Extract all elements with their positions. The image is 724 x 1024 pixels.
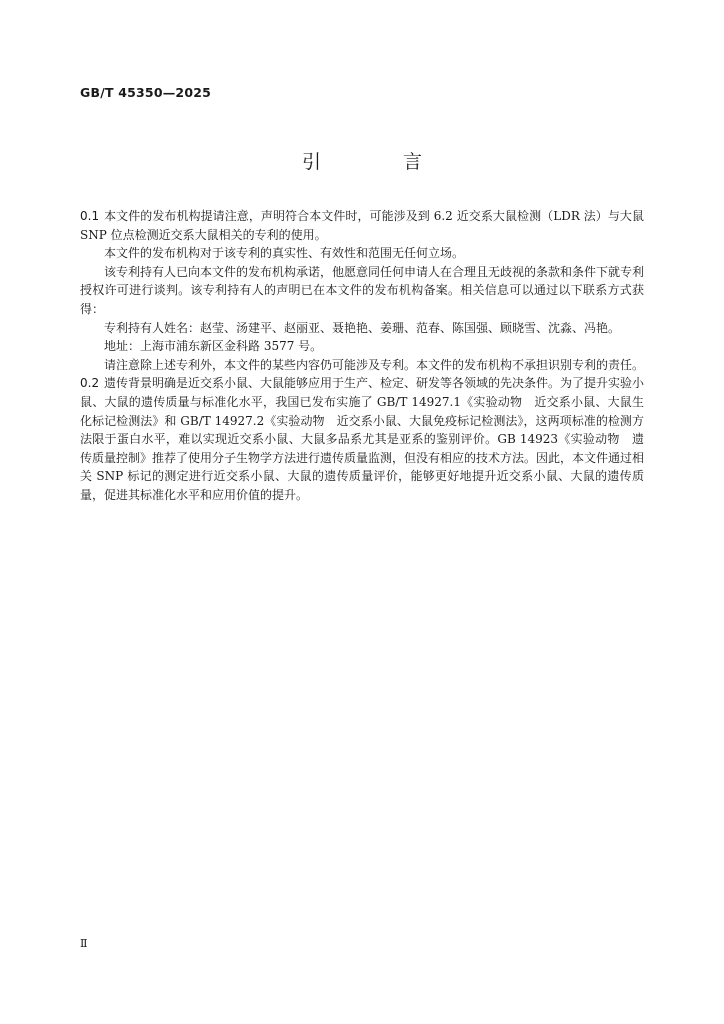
paragraph: 请注意除上述专利外，本文件的某些内容仍可能涉及专利。本文件的发布机构不承担识别专利的责任。 <box>104 357 645 372</box>
page-title: 引 言 <box>301 151 461 173</box>
paragraph: 专利持有人姓名：赵莹、汤建平、赵丽亚、聂艳艳、姜珊、范春、陈国强、顾晓雪、沈淼、冯艳。 <box>104 320 621 335</box>
clause-text: 本文件的发布机构提请注意，声明符合本文件时，可能涉及到 6.2 近交系大鼠检测（LDR 法）与大鼠 SNP 位点检测近交系大鼠相关的专利的使用。 <box>80 209 644 242</box>
paragraph: 地址：上海市浦东新区金科路 3577 号。 <box>104 339 323 354</box>
clause-0-1 <box>80 207 644 244</box>
page-number: Ⅱ <box>80 937 88 950</box>
clause-number: 0.1 <box>80 209 100 223</box>
document-body <box>80 207 644 505</box>
standard-code: GB/T 45350—2025 <box>80 85 212 100</box>
paragraph: 本文件的发布机构对于该专利的真实性、有效性和范围无任何立场。 <box>104 246 465 261</box>
clause-text: 遗传背景明确是近交系小鼠、大鼠能够应用于生产、检定、研发等各领域的先决条件。为了提升实验小鼠、大鼠的遗传质量与标准化水平，我国已发布实施了 GB/T 14927.1《实验动物 近交系小鼠、大鼠生化标记检测法》和 GB/T 14927.2《实验动物 近交系小鼠、大鼠免疫标记检测法》，这两项标准的检测方法限于蛋白水平，难以实现近交系小鼠、大鼠多品系尤其是亚系的鉴别评价。GB 14923《实验动物 遗传质量控制》推荐了使用分子生物学方法进行遗传质量监测，但没有相应的技术方法。因此，本文件通过相关 SNP 标记的测定进行近交系小鼠、大鼠的遗传质量评价，能够更好地提升近交系小鼠、大鼠的遗传质量，促进其标准化水平和应用价值的提升。 <box>80 376 645 502</box>
paragraph: 该专利持有人已向本文件的发布机构承诺，他愿意同任何申请人在合理且无歧视的条款和条件下就专利授权许可进行谈判。该专利持有人的声明已在本文件的发布机构备案。相关信息可以通过以下联系方式获得： <box>80 264 645 316</box>
clause-0-2 <box>80 374 644 504</box>
clause-number: 0.2 <box>80 376 100 391</box>
